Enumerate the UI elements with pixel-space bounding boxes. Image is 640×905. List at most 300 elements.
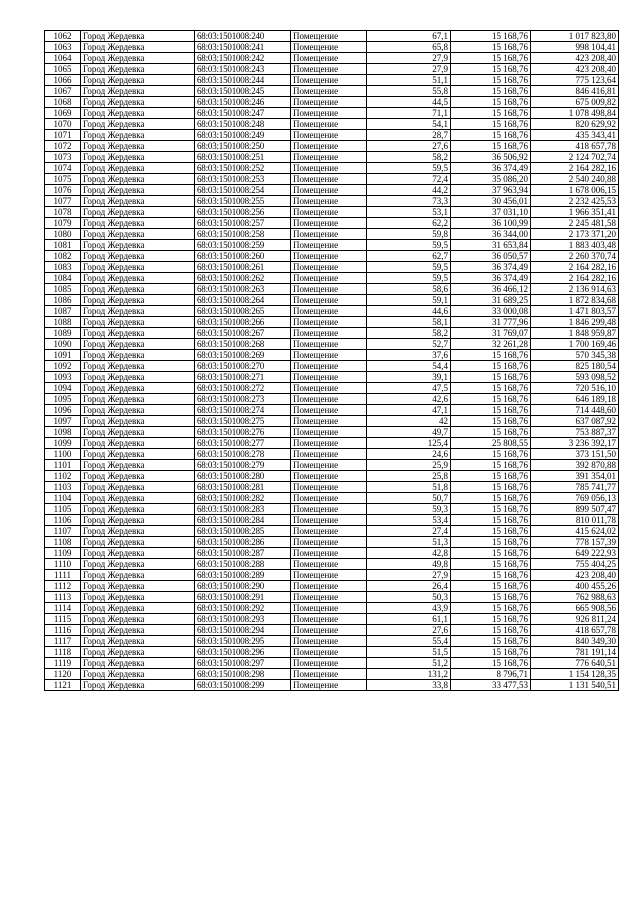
cadastral-number-cell: 68:03:1501008:263 xyxy=(195,284,291,295)
cadastral-value-cell: 785 741,77 xyxy=(531,482,619,493)
specific-value-cell: 15 168,76 xyxy=(451,493,531,504)
table-row xyxy=(45,207,619,218)
cadastral-number-cell: 68:03:1501008:267 xyxy=(195,328,291,339)
locality-cell: Город Жердевка xyxy=(81,97,195,108)
cadastral-value-cell: 775 123,64 xyxy=(531,75,619,86)
row-number: 1086 xyxy=(45,295,81,306)
area-cell: 59,3 xyxy=(367,504,451,515)
specific-value-cell: 15 168,76 xyxy=(451,361,531,372)
cadastral-number-cell: 68:03:1501008:257 xyxy=(195,218,291,229)
area-cell: 125,4 xyxy=(367,438,451,449)
table-row xyxy=(45,570,619,581)
locality-cell: Город Жердевка xyxy=(81,361,195,372)
locality-cell: Город Жердевка xyxy=(81,636,195,647)
specific-value-cell: 15 168,76 xyxy=(451,75,531,86)
object-type-cell: Помещение xyxy=(291,339,367,350)
cadastral-number-cell: 68:03:1501008:275 xyxy=(195,416,291,427)
table-row xyxy=(45,317,619,328)
locality-cell: Город Жердевка xyxy=(81,515,195,526)
object-type-cell: Помещение xyxy=(291,328,367,339)
area-cell: 59,5 xyxy=(367,163,451,174)
cadastral-number-cell: 68:03:1501008:242 xyxy=(195,53,291,64)
specific-value-cell: 15 168,76 xyxy=(451,405,531,416)
specific-value-cell: 15 168,76 xyxy=(451,141,531,152)
object-type-cell: Помещение xyxy=(291,350,367,361)
cadastral-number-cell: 68:03:1501008:288 xyxy=(195,559,291,570)
cadastral-value-cell: 3 236 392,17 xyxy=(531,438,619,449)
cadastral-number-cell: 68:03:1501008:262 xyxy=(195,273,291,284)
row-number: 1067 xyxy=(45,86,81,97)
object-type-cell: Помещение xyxy=(291,548,367,559)
row-number: 1071 xyxy=(45,130,81,141)
row-number: 1070 xyxy=(45,119,81,130)
table-row xyxy=(45,339,619,350)
row-number: 1100 xyxy=(45,449,81,460)
table-row xyxy=(45,306,619,317)
table-row xyxy=(45,174,619,185)
table-row xyxy=(45,229,619,240)
locality-cell: Город Жердевка xyxy=(81,537,195,548)
object-type-cell: Помещение xyxy=(291,295,367,306)
object-type-cell: Помещение xyxy=(291,581,367,592)
table-row xyxy=(45,460,619,471)
table-row xyxy=(45,416,619,427)
cadastral-number-cell: 68:03:1501008:247 xyxy=(195,108,291,119)
table-row xyxy=(45,493,619,504)
row-number: 1087 xyxy=(45,306,81,317)
table-row xyxy=(45,251,619,262)
cadastral-value-cell: 373 151,50 xyxy=(531,449,619,460)
specific-value-cell: 15 168,76 xyxy=(451,581,531,592)
row-number: 1104 xyxy=(45,493,81,504)
cadastral-value-cell: 1 078 498,84 xyxy=(531,108,619,119)
cadastral-value-cell: 391 354,01 xyxy=(531,471,619,482)
object-type-cell: Помещение xyxy=(291,306,367,317)
cadastral-number-cell: 68:03:1501008:250 xyxy=(195,141,291,152)
object-type-cell: Помещение xyxy=(291,515,367,526)
cadastral-value-cell: 825 180,54 xyxy=(531,361,619,372)
cadastral-number-cell: 68:03:1501008:252 xyxy=(195,163,291,174)
area-cell: 72,4 xyxy=(367,174,451,185)
locality-cell: Город Жердевка xyxy=(81,581,195,592)
cadastral-number-cell: 68:03:1501008:265 xyxy=(195,306,291,317)
object-type-cell: Помещение xyxy=(291,438,367,449)
area-cell: 25,9 xyxy=(367,460,451,471)
table-row xyxy=(45,97,619,108)
area-cell: 24,6 xyxy=(367,449,451,460)
locality-cell: Город Жердевка xyxy=(81,504,195,515)
cadastral-value-cell: 2 124 702,74 xyxy=(531,152,619,163)
row-number: 1112 xyxy=(45,581,81,592)
cadastral-number-cell: 68:03:1501008:285 xyxy=(195,526,291,537)
cadastral-value-cell: 2 232 425,53 xyxy=(531,196,619,207)
area-cell: 42,8 xyxy=(367,548,451,559)
row-number: 1075 xyxy=(45,174,81,185)
row-number: 1065 xyxy=(45,64,81,75)
specific-value-cell: 36 374,49 xyxy=(451,273,531,284)
cadastral-value-cell: 423 208,40 xyxy=(531,53,619,64)
specific-value-cell: 15 168,76 xyxy=(451,625,531,636)
row-number: 1121 xyxy=(45,680,81,691)
row-number: 1069 xyxy=(45,108,81,119)
locality-cell: Город Жердевка xyxy=(81,284,195,295)
object-type-cell: Помещение xyxy=(291,383,367,394)
row-number: 1095 xyxy=(45,394,81,405)
cadastral-value-cell: 810 011,78 xyxy=(531,515,619,526)
row-number: 1073 xyxy=(45,152,81,163)
table-row xyxy=(45,130,619,141)
table-row xyxy=(45,86,619,97)
cadastral-number-cell: 68:03:1501008:249 xyxy=(195,130,291,141)
cadastral-number-cell: 68:03:1501008:289 xyxy=(195,570,291,581)
cadastral-value-table xyxy=(44,30,619,691)
specific-value-cell: 25 808,55 xyxy=(451,438,531,449)
area-cell: 49,8 xyxy=(367,559,451,570)
cadastral-number-cell: 68:03:1501008:278 xyxy=(195,449,291,460)
locality-cell: Город Жердевка xyxy=(81,669,195,680)
cadastral-value-cell: 423 208,40 xyxy=(531,64,619,75)
specific-value-cell: 35 086,20 xyxy=(451,174,531,185)
locality-cell: Город Жердевка xyxy=(81,328,195,339)
area-cell: 51,2 xyxy=(367,658,451,669)
cadastral-value-cell: 392 870,88 xyxy=(531,460,619,471)
object-type-cell: Помещение xyxy=(291,537,367,548)
cadastral-value-cell: 1 848 959,87 xyxy=(531,328,619,339)
object-type-cell: Помещение xyxy=(291,31,367,42)
area-cell: 27,9 xyxy=(367,53,451,64)
row-number: 1115 xyxy=(45,614,81,625)
row-number: 1066 xyxy=(45,75,81,86)
cadastral-number-cell: 68:03:1501008:243 xyxy=(195,64,291,75)
row-number: 1092 xyxy=(45,361,81,372)
locality-cell: Город Жердевка xyxy=(81,416,195,427)
row-number: 1102 xyxy=(45,471,81,482)
table-row xyxy=(45,295,619,306)
specific-value-cell: 15 168,76 xyxy=(451,31,531,42)
row-number: 1062 xyxy=(45,31,81,42)
specific-value-cell: 15 168,76 xyxy=(451,42,531,53)
row-number: 1091 xyxy=(45,350,81,361)
row-number: 1072 xyxy=(45,141,81,152)
row-number: 1107 xyxy=(45,526,81,537)
object-type-cell: Помещение xyxy=(291,251,367,262)
table-row xyxy=(45,185,619,196)
specific-value-cell: 36 466,12 xyxy=(451,284,531,295)
area-cell: 55,8 xyxy=(367,86,451,97)
row-number: 1080 xyxy=(45,229,81,240)
locality-cell: Город Жердевка xyxy=(81,240,195,251)
area-cell: 33,8 xyxy=(367,680,451,691)
cadastral-value-cell: 665 908,56 xyxy=(531,603,619,614)
cadastral-value-cell: 1 846 299,48 xyxy=(531,317,619,328)
table-row xyxy=(45,449,619,460)
specific-value-cell: 15 168,76 xyxy=(451,130,531,141)
cadastral-number-cell: 68:03:1501008:246 xyxy=(195,97,291,108)
specific-value-cell: 15 168,76 xyxy=(451,64,531,75)
area-cell: 55,4 xyxy=(367,636,451,647)
table-row xyxy=(45,328,619,339)
row-number: 1120 xyxy=(45,669,81,680)
row-number: 1089 xyxy=(45,328,81,339)
specific-value-cell: 15 168,76 xyxy=(451,647,531,658)
object-type-cell: Помещение xyxy=(291,405,367,416)
row-number: 1088 xyxy=(45,317,81,328)
cadastral-number-cell: 68:03:1501008:261 xyxy=(195,262,291,273)
cadastral-number-cell: 68:03:1501008:277 xyxy=(195,438,291,449)
cadastral-number-cell: 68:03:1501008:244 xyxy=(195,75,291,86)
specific-value-cell: 36 344,00 xyxy=(451,229,531,240)
locality-cell: Город Жердевка xyxy=(81,53,195,64)
specific-value-cell: 15 168,76 xyxy=(451,515,531,526)
area-cell: 28,7 xyxy=(367,130,451,141)
specific-value-cell: 31 653,84 xyxy=(451,240,531,251)
row-number: 1099 xyxy=(45,438,81,449)
cadastral-number-cell: 68:03:1501008:271 xyxy=(195,372,291,383)
table-row xyxy=(45,53,619,64)
cadastral-number-cell: 68:03:1501008:266 xyxy=(195,317,291,328)
locality-cell: Город Жердевка xyxy=(81,251,195,262)
object-type-cell: Помещение xyxy=(291,284,367,295)
cadastral-number-cell: 68:03:1501008:256 xyxy=(195,207,291,218)
cadastral-number-cell: 68:03:1501008:260 xyxy=(195,251,291,262)
locality-cell: Город Жердевка xyxy=(81,449,195,460)
specific-value-cell: 36 374,49 xyxy=(451,262,531,273)
cadastral-value-cell: 998 104,41 xyxy=(531,42,619,53)
row-number: 1078 xyxy=(45,207,81,218)
object-type-cell: Помещение xyxy=(291,647,367,658)
specific-value-cell: 15 168,76 xyxy=(451,548,531,559)
row-number: 1081 xyxy=(45,240,81,251)
cadastral-number-cell: 68:03:1501008:287 xyxy=(195,548,291,559)
specific-value-cell: 15 168,76 xyxy=(451,394,531,405)
cadastral-value-cell: 2 260 370,74 xyxy=(531,251,619,262)
locality-cell: Город Жердевка xyxy=(81,471,195,482)
specific-value-cell: 36 374,49 xyxy=(451,163,531,174)
cadastral-number-cell: 68:03:1501008:281 xyxy=(195,482,291,493)
locality-cell: Город Жердевка xyxy=(81,229,195,240)
cadastral-value-cell: 846 416,81 xyxy=(531,86,619,97)
area-cell: 58,6 xyxy=(367,284,451,295)
table-row xyxy=(45,537,619,548)
object-type-cell: Помещение xyxy=(291,493,367,504)
cadastral-number-cell: 68:03:1501008:253 xyxy=(195,174,291,185)
cadastral-value-cell: 2 164 282,16 xyxy=(531,262,619,273)
object-type-cell: Помещение xyxy=(291,669,367,680)
specific-value-cell: 15 168,76 xyxy=(451,460,531,471)
object-type-cell: Помещение xyxy=(291,449,367,460)
cadastral-number-cell: 68:03:1501008:279 xyxy=(195,460,291,471)
cadastral-number-cell: 68:03:1501008:273 xyxy=(195,394,291,405)
cadastral-number-cell: 68:03:1501008:272 xyxy=(195,383,291,394)
specific-value-cell: 15 168,76 xyxy=(451,427,531,438)
object-type-cell: Помещение xyxy=(291,86,367,97)
object-type-cell: Помещение xyxy=(291,372,367,383)
table-row xyxy=(45,218,619,229)
row-number: 1084 xyxy=(45,273,81,284)
table-row xyxy=(45,163,619,174)
cadastral-value-cell: 2 164 282,16 xyxy=(531,273,619,284)
area-cell: 58,1 xyxy=(367,317,451,328)
specific-value-cell: 15 168,76 xyxy=(451,119,531,130)
specific-value-cell: 15 168,76 xyxy=(451,471,531,482)
area-cell: 65,8 xyxy=(367,42,451,53)
cadastral-value-cell: 776 640,51 xyxy=(531,658,619,669)
table-row xyxy=(45,284,619,295)
specific-value-cell: 15 168,76 xyxy=(451,383,531,394)
locality-cell: Город Жердевка xyxy=(81,383,195,394)
cadastral-value-cell: 840 349,30 xyxy=(531,636,619,647)
specific-value-cell: 15 168,76 xyxy=(451,53,531,64)
locality-cell: Город Жердевка xyxy=(81,658,195,669)
object-type-cell: Помещение xyxy=(291,163,367,174)
cadastral-number-cell: 68:03:1501008:264 xyxy=(195,295,291,306)
area-cell: 37,6 xyxy=(367,350,451,361)
cadastral-value-cell: 1 872 834,68 xyxy=(531,295,619,306)
area-cell: 59,5 xyxy=(367,273,451,284)
locality-cell: Город Жердевка xyxy=(81,526,195,537)
row-number: 1074 xyxy=(45,163,81,174)
row-number: 1105 xyxy=(45,504,81,515)
object-type-cell: Помещение xyxy=(291,680,367,691)
locality-cell: Город Жердевка xyxy=(81,218,195,229)
locality-cell: Город Жердевка xyxy=(81,592,195,603)
specific-value-cell: 15 168,76 xyxy=(451,526,531,537)
specific-value-cell: 33 000,08 xyxy=(451,306,531,317)
locality-cell: Город Жердевка xyxy=(81,196,195,207)
cadastral-number-cell: 68:03:1501008:294 xyxy=(195,625,291,636)
row-number: 1068 xyxy=(45,97,81,108)
table-row xyxy=(45,438,619,449)
table-row xyxy=(45,559,619,570)
table-row xyxy=(45,625,619,636)
cadastral-value-cell: 1 131 540,51 xyxy=(531,680,619,691)
locality-cell: Город Жердевка xyxy=(81,141,195,152)
locality-cell: Город Жердевка xyxy=(81,603,195,614)
cadastral-number-cell: 68:03:1501008:268 xyxy=(195,339,291,350)
locality-cell: Город Жердевка xyxy=(81,427,195,438)
area-cell: 27,6 xyxy=(367,625,451,636)
object-type-cell: Помещение xyxy=(291,559,367,570)
locality-cell: Город Жердевка xyxy=(81,680,195,691)
table-row xyxy=(45,64,619,75)
object-type-cell: Помещение xyxy=(291,64,367,75)
locality-cell: Город Жердевка xyxy=(81,548,195,559)
area-cell: 54,1 xyxy=(367,119,451,130)
cadastral-value-cell: 646 189,18 xyxy=(531,394,619,405)
table-row xyxy=(45,658,619,669)
area-cell: 59,1 xyxy=(367,295,451,306)
specific-value-cell: 15 168,76 xyxy=(451,504,531,515)
object-type-cell: Помещение xyxy=(291,570,367,581)
row-number: 1106 xyxy=(45,515,81,526)
specific-value-cell: 15 168,76 xyxy=(451,108,531,119)
specific-value-cell: 15 168,76 xyxy=(451,86,531,97)
area-cell: 26,4 xyxy=(367,581,451,592)
locality-cell: Город Жердевка xyxy=(81,42,195,53)
area-cell: 51,8 xyxy=(367,482,451,493)
specific-value-cell: 37 031,10 xyxy=(451,207,531,218)
cadastral-value-cell: 418 657,78 xyxy=(531,625,619,636)
table-row xyxy=(45,581,619,592)
locality-cell: Город Жердевка xyxy=(81,108,195,119)
row-number: 1063 xyxy=(45,42,81,53)
specific-value-cell: 15 168,76 xyxy=(451,570,531,581)
cadastral-number-cell: 68:03:1501008:283 xyxy=(195,504,291,515)
locality-cell: Город Жердевка xyxy=(81,64,195,75)
cadastral-value-cell: 753 887,37 xyxy=(531,427,619,438)
cadastral-number-cell: 68:03:1501008:295 xyxy=(195,636,291,647)
table-row xyxy=(45,427,619,438)
locality-cell: Город Жердевка xyxy=(81,350,195,361)
locality-cell: Город Жердевка xyxy=(81,295,195,306)
row-number: 1097 xyxy=(45,416,81,427)
area-cell: 39,1 xyxy=(367,372,451,383)
locality-cell: Город Жердевка xyxy=(81,372,195,383)
specific-value-cell: 15 168,76 xyxy=(451,636,531,647)
cadastral-value-cell: 1 017 823,80 xyxy=(531,31,619,42)
locality-cell: Город Жердевка xyxy=(81,570,195,581)
area-cell: 27,6 xyxy=(367,141,451,152)
cadastral-value-cell: 1 883 403,48 xyxy=(531,240,619,251)
specific-value-cell: 36 050,57 xyxy=(451,251,531,262)
object-type-cell: Помещение xyxy=(291,636,367,647)
cadastral-value-cell: 637 087,92 xyxy=(531,416,619,427)
specific-value-cell: 15 168,76 xyxy=(451,372,531,383)
cadastral-number-cell: 68:03:1501008:280 xyxy=(195,471,291,482)
table-row xyxy=(45,482,619,493)
table-row xyxy=(45,31,619,42)
object-type-cell: Помещение xyxy=(291,119,367,130)
table-row xyxy=(45,361,619,372)
cadastral-value-cell: 778 157,39 xyxy=(531,537,619,548)
row-number: 1101 xyxy=(45,460,81,471)
locality-cell: Город Жердевка xyxy=(81,647,195,658)
row-number: 1083 xyxy=(45,262,81,273)
cadastral-number-cell: 68:03:1501008:245 xyxy=(195,86,291,97)
row-number: 1096 xyxy=(45,405,81,416)
area-cell: 53,4 xyxy=(367,515,451,526)
table-row xyxy=(45,680,619,691)
table-row xyxy=(45,273,619,284)
object-type-cell: Помещение xyxy=(291,75,367,86)
table-row xyxy=(45,372,619,383)
locality-cell: Город Жердевка xyxy=(81,493,195,504)
object-type-cell: Помещение xyxy=(291,504,367,515)
row-number: 1108 xyxy=(45,537,81,548)
object-type-cell: Помещение xyxy=(291,317,367,328)
cadastral-value-cell: 769 056,13 xyxy=(531,493,619,504)
area-cell: 49,7 xyxy=(367,427,451,438)
specific-value-cell: 15 168,76 xyxy=(451,97,531,108)
specific-value-cell: 31 769,07 xyxy=(451,328,531,339)
table-row xyxy=(45,75,619,86)
table-row xyxy=(45,350,619,361)
row-number: 1090 xyxy=(45,339,81,350)
cadastral-value-cell: 820 629,92 xyxy=(531,119,619,130)
cadastral-value-cell: 2 245 481,58 xyxy=(531,218,619,229)
cadastral-value-cell: 675 009,82 xyxy=(531,97,619,108)
cadastral-value-cell: 714 448,60 xyxy=(531,405,619,416)
locality-cell: Город Жердевка xyxy=(81,460,195,471)
cadastral-number-cell: 68:03:1501008:276 xyxy=(195,427,291,438)
specific-value-cell: 15 168,76 xyxy=(451,559,531,570)
table-row xyxy=(45,548,619,559)
locality-cell: Город Жердевка xyxy=(81,152,195,163)
table-row xyxy=(45,669,619,680)
locality-cell: Город Жердевка xyxy=(81,438,195,449)
locality-cell: Город Жердевка xyxy=(81,339,195,350)
object-type-cell: Помещение xyxy=(291,526,367,537)
